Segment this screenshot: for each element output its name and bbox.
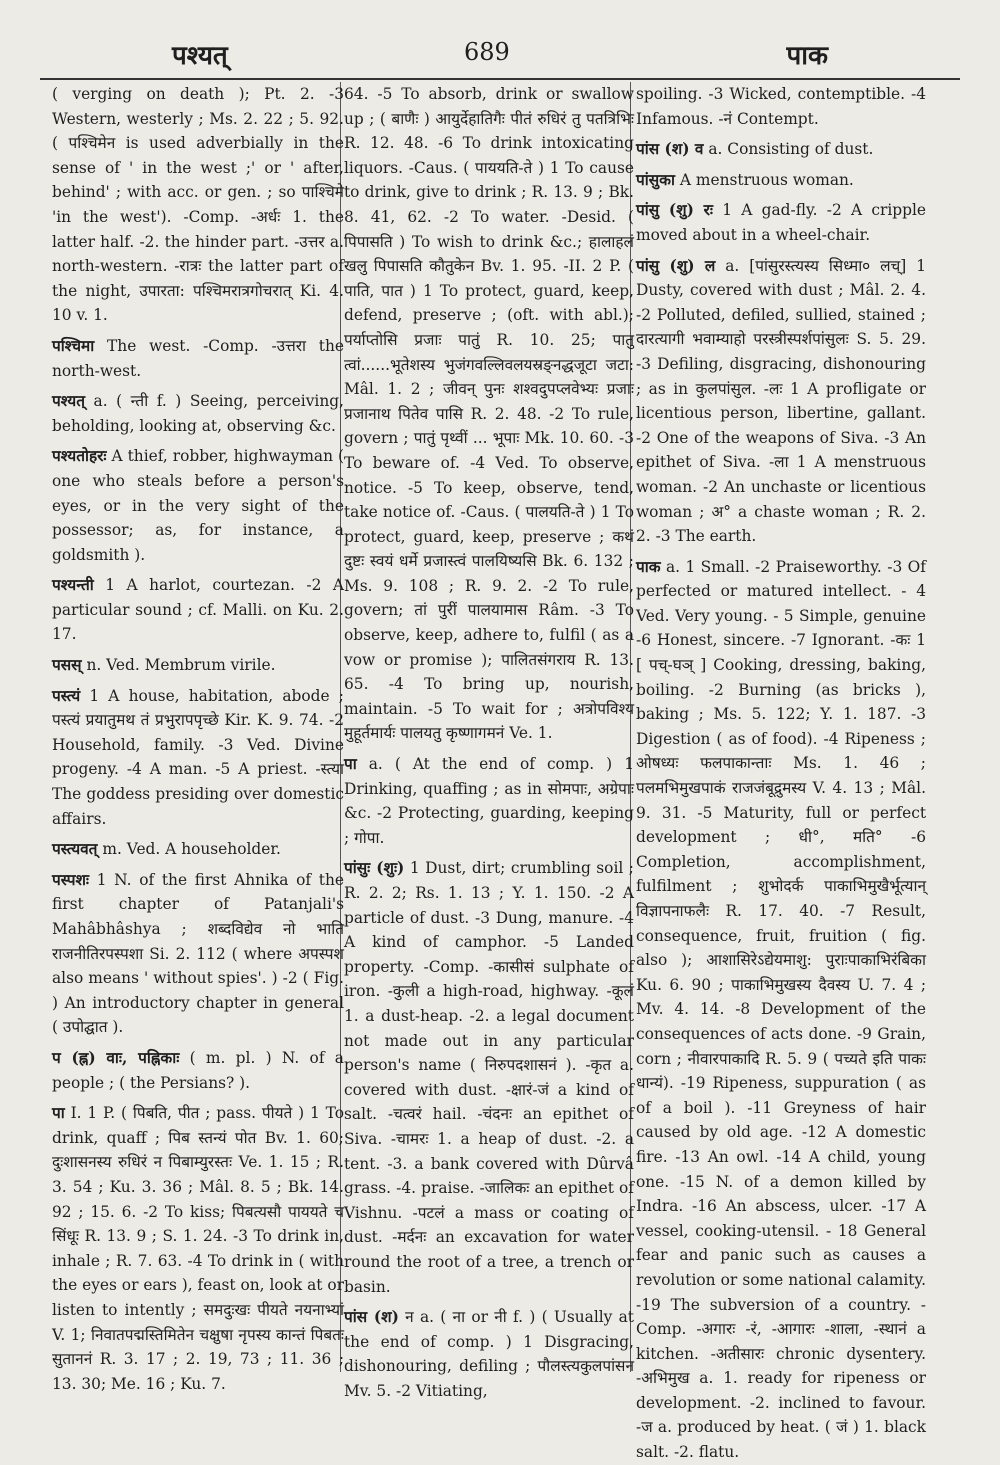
columns-area (40, 82, 960, 1462)
entry-definition: 1 Dust, dirt; crumbling soil ; R. 2. 2; Rs. 1. 13 ; Y. 1. 150. -2 A particle of dust. -3 Dung, manure. -4 A kind of camphor. -5 Landed property. -Comp. -कासीसं sulphate of iron. -कुली a high-road, highway. -कूलं 1. a dust-heap. -2. a legal document not made out in any particular person's name ( निरुपदशासनं ). -कृत a. covered with dust. -क्षारं-जं a kind of salt. -चत्वरं hail. -चंदनः an epithet of Siva. -चामरः 1. a heap of dust. -2. a tent. -3. a bank covered with Dûrvâ grass. -4. praise. -जालिकः an epithet of Vishnu. -पटलं a mass or coating of dust. -मर्दनः an excavation for water round the root of a tree, a trench or basin. (344, 859, 634, 1296)
entry-definition: a. ( At the end of comp. ) 1 Drinking, quaffing ; as in सोमपाः, अग्रेपाः &c. -2 Protecting, guarding, keeping ; गोपा. (344, 755, 634, 847)
entry-definition: 1 A house, habitation, abode ; पस्त्यं प्रयातुमथ तं प्रभुरापपृच्छे Kir. K. 9. 74. -2 Household, family. -3 Ved. Divine progeny. -4 A man. -5 A priest. -स्त्या The goddess presiding over domestic affairs. (52, 686, 344, 828)
entry-definition: n. Ved. Membrum virile. (86, 656, 276, 675)
entry-definition: 1 A gad-fly. -2 A cripple moved about in a wheel-chair. (636, 201, 926, 244)
entry-headword: पांसुः (शुः) (344, 859, 405, 878)
entry-headword: प (ह्न) वाः, पह्निकाः (52, 1048, 180, 1067)
dictionary-entry (52, 82, 344, 328)
dictionary-entry (52, 1046, 344, 1095)
column-3 (636, 82, 926, 1462)
entry-headword: पश्चिमा (52, 336, 95, 355)
entry-definition: a. ( न्ती f. ) Seeing, perceiving, beholding, looking at, observing &c. (52, 392, 344, 435)
dictionary-entry (52, 1101, 344, 1396)
page-number: 689 (464, 38, 510, 66)
entry-definition: A menstruous woman. (679, 170, 854, 189)
column-2 (344, 82, 634, 1400)
entry-definition: ( m. pl. ) N. of a people ; ( the Persians? ). (52, 1048, 344, 1092)
dictionary-entry (52, 684, 344, 832)
entry-headword: पस्पशः (52, 870, 90, 889)
column-1 (52, 82, 345, 1393)
entry-headword: पा (52, 1104, 65, 1123)
entry-headword: पांसु (शु) ल (636, 256, 716, 275)
running-head-right: पाक (786, 41, 828, 71)
running-head-left: पश्यत् (172, 41, 228, 71)
dictionary-entry (636, 137, 926, 162)
entry-headword: पस्त्यं (52, 686, 81, 705)
entry-headword: पस्त्यवत् (52, 840, 98, 859)
entry-headword: पश्यतोहरः (52, 447, 107, 466)
entry-definition: spoiling. -3 Wicked, contemptible. -4 Infamous. -नं Contempt. (636, 85, 926, 128)
entry-headword: पांसुका (636, 170, 675, 189)
entry-definition: 1 N. of the first Ahnika of the first chapter of Patanjali's Mahâbhâshya ; शब्दविद्येव नो भाति राजनीतिरपस्पशा Si. 2. 112 ( where अपस्पश also means ' without spies'. ) -2 ( Fig. ) An introductory chapter in general ( उपोद्घात ). (52, 870, 344, 1037)
dictionary-entry (636, 555, 926, 1465)
entry-definition: a. 1 Small. -2 Praiseworthy. -3 Of perfected or matured intellect. - 4 Ved. Very young. - 5 Simple, genuine -6 Honest, sincere. -7 Ignorant. -कः 1 [ पच्-घञ् ] Cooking, dressing, baking, boiling. -2 Burning (as bricks ), baking ; Ms. 5. 122; Y. 1. 187. -3 Digestion ( as of food). -4 Ripeness ; ओषध्यः फलपाकान्ताः Ms. 1. 46 ; पलमभिमुखपाकं राजजंबूद्रुमस्य V. 4. 13 ; Mâl. 9. 31. -5 Maturity, full or perfect development ; धी°, मति° -6 Completion, accomplishment, fulfilment ; शुभोदर्क पाकाभिमुखैर्भूत्यान् विज्ञापनाफलैः R. 17. 40. -7 Result, consequence, fruit, fruition ( fig. also ); आशासिरेऽद्येयमाशु: पुराःपाकाभिरंबिका Ku. 6. 90 ; पाकाभिमुखस्य दैवस्य U. 7. 4 ; Mv. 4. 14. -8 Development of the consequences of acts done. -9 Grain, corn ; नीवारपाकादि R. 5. 9 ( पच्यते इति पाकः धान्यं). -19 Ripeness, suppuration ( as of a boil ). -11 Greyness of hair caused by old age. -12 A domestic fire. -13 An owl. -14 A child, young one. -15 N. of a demon killed by Indra. -16 An abscess, ulcer. -17 A vessel, cooking-utensil. - 18 General fear and panic such as causes a revolution or some national calamity. -19 The subversion of a country. -Comp. -अगारः -रं, -आगारः -शाला, -स्थानं a kitchen. -अतीसारः chronic dysentery. -अभिमुख a. 1. ready for ripeness or development. -2. inclined to favour. -ज a. produced by heat. ( जं ) 1. black salt. -2. flatu. (636, 557, 926, 1462)
dictionary-entry (52, 334, 344, 383)
entry-definition: ( verging on death ); Pt. 2. -3 Western, westerly ; Ms. 2. 22 ; 5. 92. ( पश्चिमेन is used adverbially in the sense of ' in the west ;' or ' after, behind' ; with acc. or gen. ; so पाश्चिमे 'in the west'). -Comp. -अर्धः 1. the latter half. -2. the hinder part. -उत्तर a. north-western. -रात्रः the latter part of the night, उपारता: पश्चिमरात्रगोचरात् Ki. 4. 10 v. 1. (52, 85, 344, 325)
entry-definition: न a. ( ना or नी f. ) ( Usually at the end of comp. ) 1 Disgracing, dishonouring, defiling ; पौलस्त्यकुलपांसन Mv. 5. -2 Vitiating, (344, 1308, 634, 1400)
dictionary-entry (636, 254, 926, 549)
dictionary-entry (636, 168, 926, 193)
entry-headword: पसस् (52, 656, 82, 675)
dictionary-entry (52, 573, 344, 647)
dictionary-entry (52, 389, 344, 438)
entry-definition: 64. -5 To absorb, drink or swallow up ; ( बाणैः ) आयुर्देहातिगैः पीतं रुधिरं तु पतत्रिभिः R. 12. 48. -6 To drink intoxicating liquors. -Caus. ( पाययति-ते ) 1 To cause to drink, give to drink ; R. 13. 9 ; Bk. 8. 41, 62. -2 To water. -Desid. ( पिपासति ) To wish to drink &c.; हालाहलं खलु पिपासति कौतुकेन Bv. 1. 95. -II. 2 P. ( पाति, पात ) 1 To protect, guard, keep, defend, preserve ; (oft. with abl.); पर्याप्तोसि प्रजाः पातुं R. 10. 25; पातु त्वां......भूतेशस्य भुजंगवल्लिवलयस्रङ्नद्धजूटा जटा: Mâl. 1. 2 ; जीवन् पुनः शश्वदुपप्लवेभ्यः प्रजाः प्रजानाथ पितेव पासि R. 2. 48. -2 To rule, govern ; पातुं पृथ्वीं ... भूपाः Mk. 10. 60. -3 To beware of. -4 Ved. To observe, notice. -5 To keep, observe, tend, take notice of. -Caus. ( पालयति-ते ) 1 To protect, guard, keep, preserve ; कथं दुष्टः स्वयं धर्मे प्रजास्त्वं पालयिष्यसि Bk. 6. 132 ; Ms. 9. 108 ; R. 9. 2. -2 To rule, govern; तां पुरीं पालयामास Râm. -3 To observe, keep, adhere to, fulfil ( as a vow or promise ); पालितसंगराय R. 13. 65. -4 To bring up, nourish, maintain. -5 To wait for ; अत्रोपविश्य मुहूर्तमार्यः पालयतु कृष्णागमनं Ve. 1. (344, 85, 634, 743)
entry-headword: पांस (श) (344, 1308, 399, 1327)
entry-headword: पांसु (शु) रः (636, 201, 713, 220)
dictionary-entry (636, 82, 926, 131)
entry-definition: a. [पांसुरस्त्यस्य सिध्मा० लच्] 1 Dusty, covered with dust ; Mâl. 2. 4. -2 Polluted, defiled, sullied, stained ; दारत्यागी भवाम्याहो परस्त्रीस्पर्शपांसुलः S. 5. 29. -3 Defiling, disgracing, dishonouring ; as in कुलपांसुल. -लः 1 A profligate or licentious person, libertine, gallant. -2 One of the weapons of Siva. -3 An epithet of Siva. -ला 1 A menstruous woman. -2 An unchaste or licentious woman ; अ° a chaste woman ; R. 2. 2. -3 The earth. (636, 256, 926, 546)
entry-definition: m. Ved. A householder. (102, 840, 281, 859)
entry-headword: पांस (श) व (636, 140, 704, 159)
entry-headword: पाक (636, 557, 661, 576)
entry-headword: पा (344, 755, 357, 774)
dictionary-entry (52, 837, 344, 862)
dictionary-entry (344, 82, 634, 746)
entry-definition: 1 A harlot, courtezan. -2 A particular sound ; cf. Malli. on Ku. 2. 17. (52, 576, 344, 644)
dictionary-entry (344, 1305, 634, 1403)
dictionary-entry (52, 444, 344, 567)
entry-definition: The west. -Comp. -उत्तरा the north-west. (52, 336, 344, 380)
entry-definition: A thief, robber, highwayman ( one who steals before a person's eyes, or in the very sight of the possessor; as, for instance, a goldsmith ). (52, 447, 344, 564)
dictionary-entry (52, 653, 344, 678)
dictionary-entry (636, 198, 926, 247)
dictionary-entry (344, 752, 634, 850)
entry-headword: पश्यन्ती (52, 576, 94, 595)
dictionary-entry (52, 868, 344, 1040)
entry-headword: पश्यत् (52, 392, 85, 411)
entry-definition: I. 1 P. ( पिबति, पीत ; pass. पीयते ) 1 To drink, quaff ; पिब स्तन्यं पोत Bv. 1. 60; दुःशासनस्य रुधिरं न पिबाम्युरस्तः Ve. 1. 15 ; R. 3. 54 ; Ku. 3. 36 ; Mâl. 8. 5 ; Bk. 14. 92 ; 15. 6. -2 To kiss; पिबत्यसौ पाययते च सिंधूः R. 13. 9 ; S. 1. 24. -3 To drink in, inhale ; R. 7. 63. -4 To drink in ( with the eyes or ears ), feast on, look at or listen to intently ; समदुःखः पीयते नयनाभ्यां V. 1; निवातपद्मस्तिमितेन चक्षुषा नृपस्य कान्तं पिबतः सुताननं R. 3. 17 ; 2. 19, 73 ; 11. 36 ; 13. 30; Me. 16 ; Ku. 7. (52, 1104, 345, 1393)
page-header (40, 28, 960, 80)
dictionary-entry (344, 856, 634, 1299)
entry-definition: a. Consisting of dust. (708, 140, 874, 159)
